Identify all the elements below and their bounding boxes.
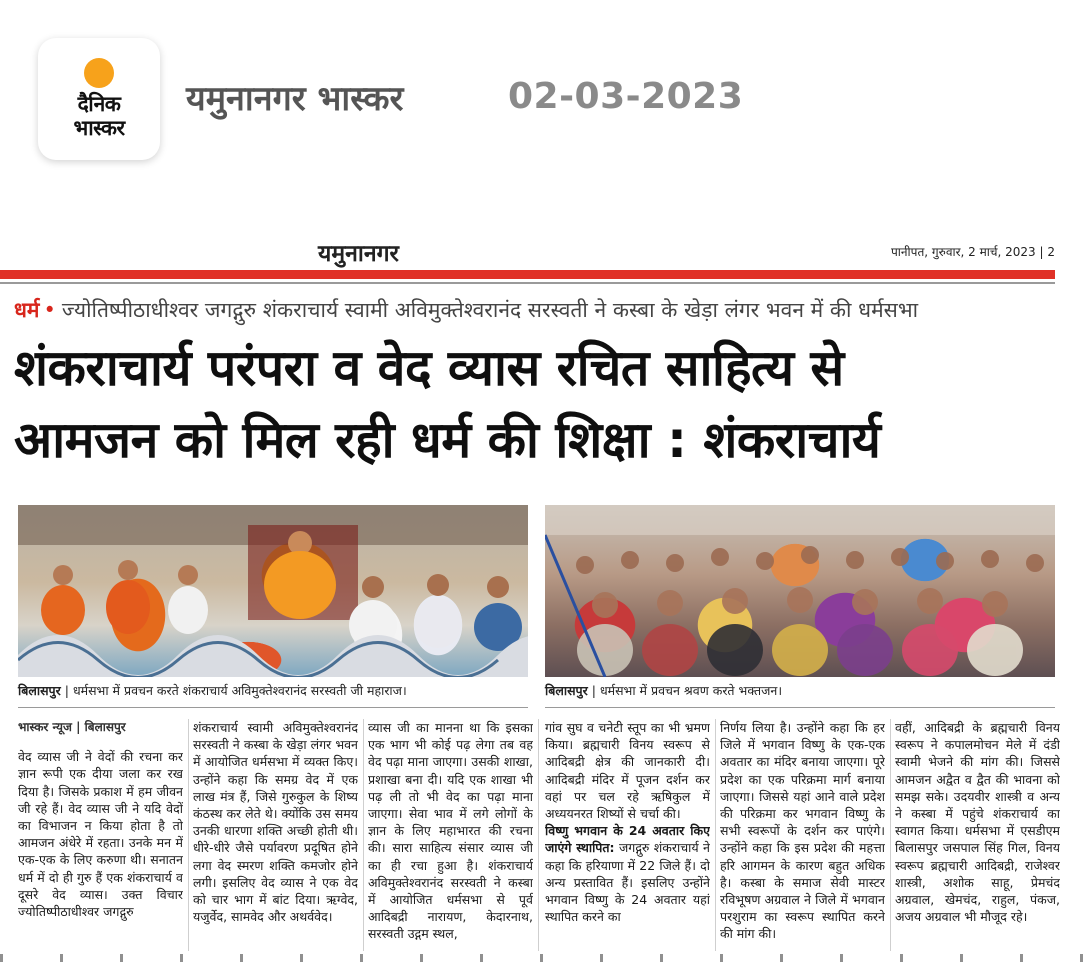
dainik-bhaskar-logo[interactable] [38, 38, 160, 160]
bullet-icon: • [43, 298, 56, 322]
photo-left-illustration [18, 505, 528, 677]
column-4-text-a: गांव सुघ व चनेटी स्तूप का भी भ्रमण किया। ब्रह्मचारी विनय स्वरूप से आदिबद्री क्षेत्र की जानकारी दी। आदिबद्री मंदिर में पूजन दर्शन कर वहां पर चल रहे ऋषिकुल में अध्ययनरत शिष्यों से चर्चा की। [545, 720, 710, 822]
photo-right-illustration [545, 505, 1055, 677]
section-name: यमुनानगर [318, 241, 399, 267]
edition-date: 02-03-2023 [508, 76, 744, 117]
edition-title: यमुनानगर भास्कर [186, 79, 404, 119]
column-2-text: शंकराचार्य स्वामी अविमुक्तेश्वरानंद सरस्वती ने कस्बा के खेड़ा लंगर भवन में आयोजित धर्मसभा में व्यक्त किए। उन्होंने कहा कि समग्र वेद में एक लाख मंत्र हैं, जिसे गुरुकुल के शिष्य कंठस्थ कर लेते थे। क्योंकि उस समय उनकी धारणा शक्ति अच्छी होती थी। धीरे-धीरे जैसे पर्यावरण प्रदूषित होने लगा वेद स्मरण शक्ति कमजोर होने लगी। इसलिए वेद व्यास ने एक वेद को चार भाग में बांट दिया। ऋग्वेद, यजुर्वेद, सामवेद और अथर्ववेद। [193, 720, 358, 925]
caption-right-place: बिलासपुर [545, 683, 588, 698]
column-6-text: वहीं, आदिबद्री के ब्रह्मचारी विनय स्वरूप ने कपालमोचन मेले में दंडी स्वामी भेजने की मांग की। जिससे आमजन अद्वैत व द्वैत की भावना को समझ सके। उदयवीर शास्त्री व अन्य ने कस्बा में पहुंचे शंकराचार्य का स्वागत किया। धर्मसभा में एसडीएम बिलासपुर जसपाल सिंह गिल, विनय स्वरूप ब्रह्मचारी आदिबद्री, राजेश्वर शास्त्री, अशोक साहू, प्रेमचंद अग्रवाल, खेमचंद, राहुल, पंकज, अजय अग्रवाल भी मौजूद रहे। [895, 720, 1060, 925]
column-divider [188, 719, 189, 951]
article-column-3 [368, 719, 533, 954]
article-column-6 [895, 719, 1060, 954]
column-divider [890, 719, 891, 951]
photo-shankaracharya-sermon [18, 505, 528, 677]
caption-left [18, 682, 407, 699]
column-4-subhead: विष्णु भगवान के 24 अवतार किए जाएंगे स्थापित: [545, 823, 710, 856]
caption-right [545, 682, 782, 699]
column-divider [538, 719, 539, 951]
article-column-1 [18, 719, 183, 954]
thin-rule [0, 282, 1055, 284]
caption-separator: | [587, 683, 600, 698]
column-3-text: व्यास जी का मानना था कि इसका एक भाग भी कोई पढ़ लेगा तब वह वेद पढ़ा माना जाएगा। उसकी शाखा, प्रशाखा बना दी। यदि एक शाखा भी पढ़ ली तो भी वेद का पढ़ा माना जाएगा। सेवा भाव में लगे लोगों के ज्ञान के लिए महाभारत की रचना की। सारा साहित्य संसार व्यास जी का ही रचा हुआ है। शंकराचार्य अविमुक्तेश्वरानंद सरस्वती ने कस्बा में आयोजित धर्मसभा से पूर्व आदिबद्री नारायण, केदारनाथ, सरस्वती उद्गम स्थल, [368, 720, 533, 942]
article-column-2 [193, 719, 358, 954]
caption-rule-left [18, 707, 528, 708]
column-divider [363, 719, 364, 951]
column-5-text: निर्णय लिया है। उन्होंने कहा कि हर जिले में भगवान विष्णु के एक-एक अवतार का मंदिर बनाया जाएगा। पूरे प्रदेश का एक परिक्रमा मार्ग बनाया जाएगा। जिससे यहां आने वाले प्रदेश की परिक्रमा कर भगवान विष्णु के सभी स्वरूपों के दर्शन कर पाएंगे। उन्होंने कहा कि इस प्रदेश की महत्ता हरि आगमन के कारण बहुत अधिक है। कस्बा के समाज सेवी मास्टर रविभूषण अग्रवाल ने जिले में भगवान परशुराम का स्वरूप स्थापित करने की मांग की। [720, 720, 885, 942]
column-divider [715, 719, 716, 951]
column-1-text: वेद व्यास जी ने वेदों की रचना कर ज्ञान रूपी एक दीया जला कर रख दिया है। जिसके प्रकाश में हम जीवन जी रहे हैं। वेद व्यास जी ने यदि वेदों का विभाजन न किया होता है तो आमजन अंधेरे में रहता। उनके मन में एक-एक के लिए करुणा थी। सनातन धर्म में दो ही गुरु हैं एक शंकराचार्य व दूसरे वेद व्यास। उक्त विचार ज्योतिष्पीठाधीश्वर जगद्गुरु [18, 749, 183, 920]
headline [14, 332, 1059, 476]
kicker-tag: धर्म [14, 298, 40, 322]
caption-separator: | [60, 683, 73, 698]
sun-logo-icon [84, 58, 114, 88]
headline-line-2: आमजन को मिल रही धर्म की शिक्षा : शंकराचार्य [14, 411, 881, 469]
story-kicker [14, 296, 918, 324]
caption-rule-right [545, 707, 1055, 708]
column-4-text-b [545, 822, 710, 925]
next-article-edge [0, 954, 1091, 962]
headline-line-1: शंकराचार्य परंपरा व वेद व्यास रचित साहित्य से [14, 339, 844, 397]
red-rule [0, 270, 1055, 279]
caption-left-place: बिलासपुर [18, 683, 61, 698]
photo-devotees-audience [545, 505, 1055, 677]
article-column-5 [720, 719, 885, 954]
page-dateline: पानीपत, गुरुवार, 2 मार्च, 2023 | 2 [890, 245, 1055, 259]
kicker-text: ज्योतिष्पीठाधीश्वर जगद्गुरु शंकराचार्य स्वामी अविमुक्तेश्वरानंद सरस्वती ने कस्बा के खेड़ा लंगर भवन में की धर्मसभा [61, 298, 919, 322]
caption-right-text: धर्मसभा में प्रवचन श्रवण करते भक्तजन। [599, 683, 783, 698]
column-4-text-b-body: जगद्गुरु शंकराचार्य ने कहा कि हरियाणा में 22 जिले हैं। दो अन्य प्रस्तावित हैं। इसलिए उन्होंने भगवान विष्णु के 24 अवतार यहां स्थापित करने का [545, 840, 710, 925]
logo-line-2: भास्कर [73, 116, 125, 140]
article-column-4 [545, 719, 710, 954]
logo-line-1: दैनिक [77, 92, 121, 116]
byline: भास्कर न्यूज | बिलासपुर [18, 720, 126, 734]
caption-left-text: धर्मसभा में प्रवचन करते शंकराचार्य अविमुक्तेश्वरानंद सरस्वती जी महाराज। [72, 683, 407, 698]
